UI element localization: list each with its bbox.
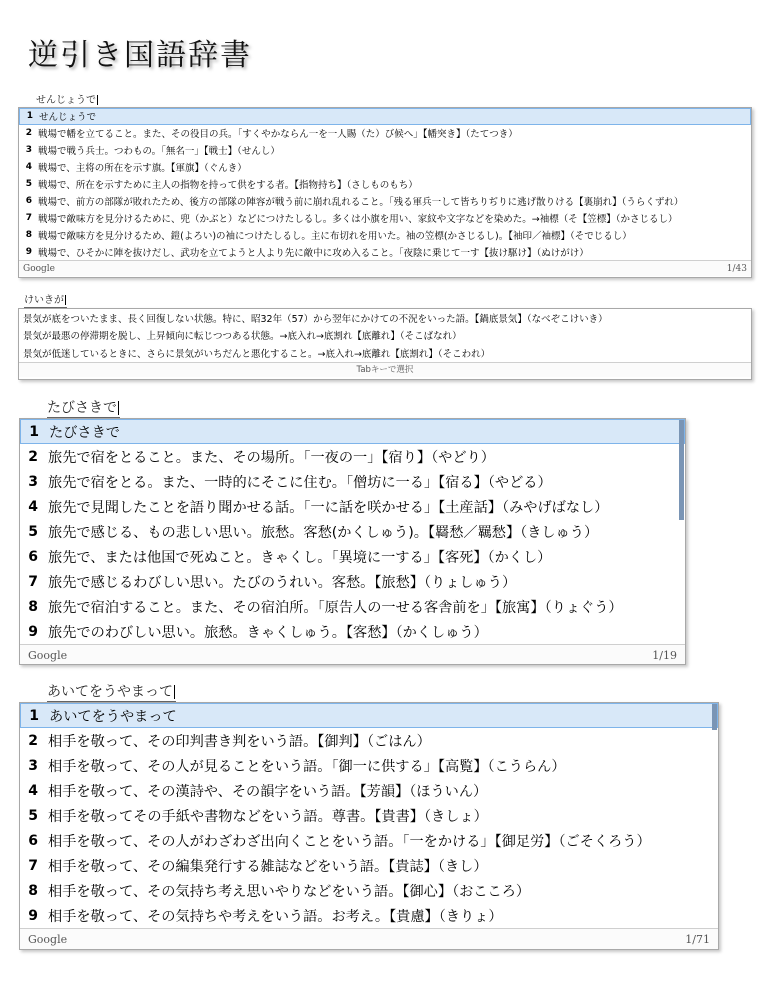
- candidate-text: 旅先で宿泊すること。また、その宿泊所。「原告人の一せる客舎前を」【旅寓】（りょぐう）: [48, 599, 623, 616]
- google-label: Google: [23, 263, 55, 274]
- google-label: Google: [28, 649, 68, 662]
- page-counter: 1/43: [726, 263, 747, 274]
- candidate-text: 戦場で幡を立てること。また、その役目の兵。「すくやかならん一を一人賜（た）び候へ」【幡突き】（たてつき）: [38, 129, 518, 141]
- candidate-number: 9: [28, 623, 38, 640]
- candidate-number: 5: [25, 179, 32, 189]
- candidate-text: 旅先でのわびしい思い。旅愁。きゃくしゅう。【客愁】（かくしゅう）: [48, 624, 488, 641]
- candidate-number: 1: [29, 423, 39, 440]
- candidate-text: 戦場で、ひそかに陣を抜けだし、武功を立てようと人より先に敵中に攻め入ること。「夜陰に乗じて一す【抜け駆け】（ぬけがけ）: [38, 247, 589, 259]
- prediction-text: 景気が底をついたまま、長く回復しない状態。特に、昭32年（57）から翌年にかけての不況をいった語。【鍋底景気】（なべぞこけいき）: [23, 313, 608, 325]
- prediction-window-keikiga: [18, 308, 752, 380]
- candidate-item[interactable]: [20, 594, 685, 619]
- candidate-item[interactable]: [20, 494, 685, 519]
- candidate-window-aitewouyamatte: [19, 702, 719, 950]
- text-caret: [174, 685, 175, 699]
- candidate-number: 5: [28, 523, 38, 540]
- candidate-text: 旅先で宿をとること。また、その場所。「一夜の一」【宿り】（やどり）: [48, 449, 495, 466]
- scrollbar[interactable]: [679, 420, 684, 520]
- candidate-item[interactable]: [19, 192, 751, 209]
- candidate-list: [20, 419, 685, 644]
- candidate-item[interactable]: [20, 619, 685, 644]
- candidate-item[interactable]: [19, 243, 751, 260]
- candidate-footer: [20, 928, 718, 950]
- candidate-text: 戦場で、前方の部隊が敗れたため、後方の部隊の陣容が戦う前に崩れ乱れること。「残る軍兵一して皆ちりぢりに逃げ散りける【裏崩れ】（うらくずれ）: [38, 196, 684, 208]
- candidate-text: 戦場で敵味方を見分けるため、鎧(よろい)の袖につけたしるし。主に布切れを用いた。袖の笠標(かさじるし)。【袖印／袖標】（そでじるし）: [38, 230, 632, 242]
- composition-text: せんじょうで: [36, 95, 96, 106]
- tab-select-hint: Tabキーで選択: [19, 362, 751, 377]
- candidate-number: 9: [25, 246, 32, 257]
- candidate-number: 4: [28, 782, 38, 799]
- candidate-window-tabisakide: [19, 418, 686, 665]
- candidate-number: 7: [28, 857, 38, 874]
- candidate-number: 3: [28, 757, 38, 774]
- candidate-list: [20, 703, 718, 928]
- candidate-text: せんじょうで: [39, 112, 97, 124]
- candidate-item[interactable]: [20, 728, 718, 753]
- candidate-text: 相手を敬ってその手紙や書物などをいう語。尊書。【貴書】（きしょ）: [48, 808, 488, 825]
- candidate-text: 相手を敬って、その漢詩や、その韻字をいう語。【芳韻】（ほういん）: [48, 783, 488, 800]
- text-caret: [65, 295, 66, 305]
- candidate-number: 1: [26, 111, 33, 122]
- candidate-number: 2: [25, 128, 32, 139]
- candidate-number: 9: [28, 907, 38, 924]
- candidate-text: 旅先で、または他国で死ぬこと。きゃくし。「異境に一する」【客死】（かくし）: [48, 549, 552, 566]
- candidate-text: 相手を敬って、その人がわざわざ出向くことをいう語。「一をかける」【御足労】（ごそくろう）: [48, 833, 651, 850]
- prediction-item[interactable]: [19, 309, 751, 327]
- candidate-text: 戦場で、主将の所在を示す旗。【軍旗】（ぐんき）: [38, 163, 247, 175]
- candidate-item[interactable]: [19, 209, 751, 226]
- candidate-number: 8: [28, 882, 38, 899]
- candidate-item[interactable]: [19, 159, 751, 176]
- candidate-text: 相手を敬って、その編集発行する雑誌などをいう語。【貴誌】（きし）: [48, 858, 488, 875]
- candidate-number: 1: [29, 707, 39, 724]
- scrollbar[interactable]: [712, 704, 717, 730]
- candidate-item[interactable]: [20, 803, 718, 828]
- candidate-item[interactable]: [20, 878, 718, 903]
- candidate-list: [19, 108, 751, 260]
- candidate-item[interactable]: [20, 753, 718, 778]
- candidate-number: 2: [28, 448, 38, 465]
- candidate-number: 7: [25, 212, 32, 223]
- prediction-item[interactable]: [19, 327, 751, 345]
- candidate-window-senjoude: [18, 107, 752, 278]
- candidate-text: たびさきで: [49, 424, 120, 441]
- candidate-text: あいてをうやまって: [49, 708, 177, 725]
- candidate-text: 相手を敬って、その人が見ることをいう語。「御一に供する」【高覧】（こうらん）: [48, 758, 566, 775]
- app-title: 逆引き国語辞書: [28, 38, 252, 73]
- prediction-text: 景気が低迷しているときに、さらに景気がいちだんと悪化すること。→底入れ→底離れ【底割れ】（そこわれ）: [23, 348, 491, 360]
- composition-input-keikiga[interactable]: [24, 295, 67, 308]
- candidate-item[interactable]: [19, 125, 751, 142]
- candidate-item[interactable]: [20, 544, 685, 569]
- candidate-number: 3: [25, 145, 32, 156]
- candidate-item[interactable]: [19, 176, 751, 193]
- candidate-footer: [19, 260, 751, 276]
- composition-text: けいきが: [24, 295, 64, 306]
- candidate-footer: [20, 644, 685, 665]
- candidate-text: 相手を敬って、その気持ちや考えをいう語。お考え。【貴慮】（きりょ）: [48, 908, 503, 925]
- candidate-text: 相手を敬って、その気持ち考え思いやりなどをいう語。【御心】（おこころ）: [48, 883, 531, 900]
- candidate-item[interactable]: [20, 828, 718, 853]
- candidate-number: 8: [25, 229, 32, 240]
- candidate-text: 戦場で敵味方を見分けるために、兜（かぶと）などにつけたしるし。多くは小旗を用い、家紋や文字などを染めた。→袖標（そ【笠標】（かさじるし）: [38, 213, 678, 225]
- candidate-text: 相手を敬って、その印判書き判をいう語。【御判】（ごはん）: [48, 733, 431, 750]
- candidate-item[interactable]: [19, 226, 751, 243]
- composition-input-aitewouyamatte[interactable]: [47, 684, 176, 702]
- composition-text: たびさきで: [47, 400, 117, 416]
- candidate-item[interactable]: [20, 444, 685, 469]
- candidate-number: 4: [28, 498, 38, 515]
- candidate-item[interactable]: [20, 519, 685, 544]
- candidate-text: 旅先で見聞したことを語り聞かせる話。「一に話を咲かせる」【土産話】（みやげばなし）: [48, 499, 609, 516]
- candidate-item[interactable]: [20, 569, 685, 594]
- candidate-item[interactable]: [19, 142, 751, 159]
- page-counter: 1/71: [685, 933, 710, 946]
- candidate-item[interactable]: [20, 469, 685, 494]
- candidate-item[interactable]: [20, 853, 718, 878]
- candidate-number: 8: [28, 598, 38, 615]
- text-caret: [97, 95, 98, 105]
- composition-input-tabisakide[interactable]: [47, 400, 120, 418]
- candidate-item-selected[interactable]: [20, 419, 685, 444]
- text-caret: [118, 401, 119, 415]
- candidate-text: 旅先で感じる、もの悲しい思い。旅愁。客愁(かくしゅう)。【羇愁／羈愁】（きしゅう）: [48, 524, 599, 541]
- candidate-text: 戦場で、所在を示すために主人の指物を持って供をする者。【指物持ち】（さしものもち）: [38, 180, 418, 191]
- candidate-number: 5: [28, 807, 38, 824]
- candidate-text: 戦場で戦う兵士。つわもの。「無名一」【戦士】（せんし）: [38, 146, 280, 158]
- page-counter: 1/19: [652, 649, 677, 662]
- candidate-number: 7: [28, 573, 38, 590]
- candidate-item-selected[interactable]: [20, 703, 718, 728]
- candidate-item[interactable]: [20, 778, 718, 803]
- composition-text: あいてをうやまって: [47, 684, 173, 700]
- candidate-number: 6: [28, 832, 38, 849]
- candidate-number: 3: [28, 473, 38, 490]
- candidate-text: 旅先で宿をとる。また、一時的にそこに住む。「僧坊に一る」【宿る】（やどる）: [48, 474, 552, 491]
- google-label: Google: [28, 933, 68, 946]
- candidate-item-selected[interactable]: [19, 108, 751, 125]
- candidate-number: 6: [28, 548, 38, 565]
- candidate-item[interactable]: [20, 903, 718, 928]
- candidate-text: 旅先で感じるわびしい思い。たびのうれい。客愁。【旅愁】（りょしゅう）: [48, 574, 517, 591]
- candidate-number: 6: [25, 195, 32, 206]
- prediction-text: 景気が最悪の停滞期を脱し、上昇傾向に転じつつある状態。→底入れ→底割れ【底離れ】（そこばなれ）: [23, 331, 462, 343]
- candidate-number: 2: [28, 732, 38, 749]
- prediction-item[interactable]: [19, 344, 751, 362]
- candidate-number: 4: [25, 162, 32, 173]
